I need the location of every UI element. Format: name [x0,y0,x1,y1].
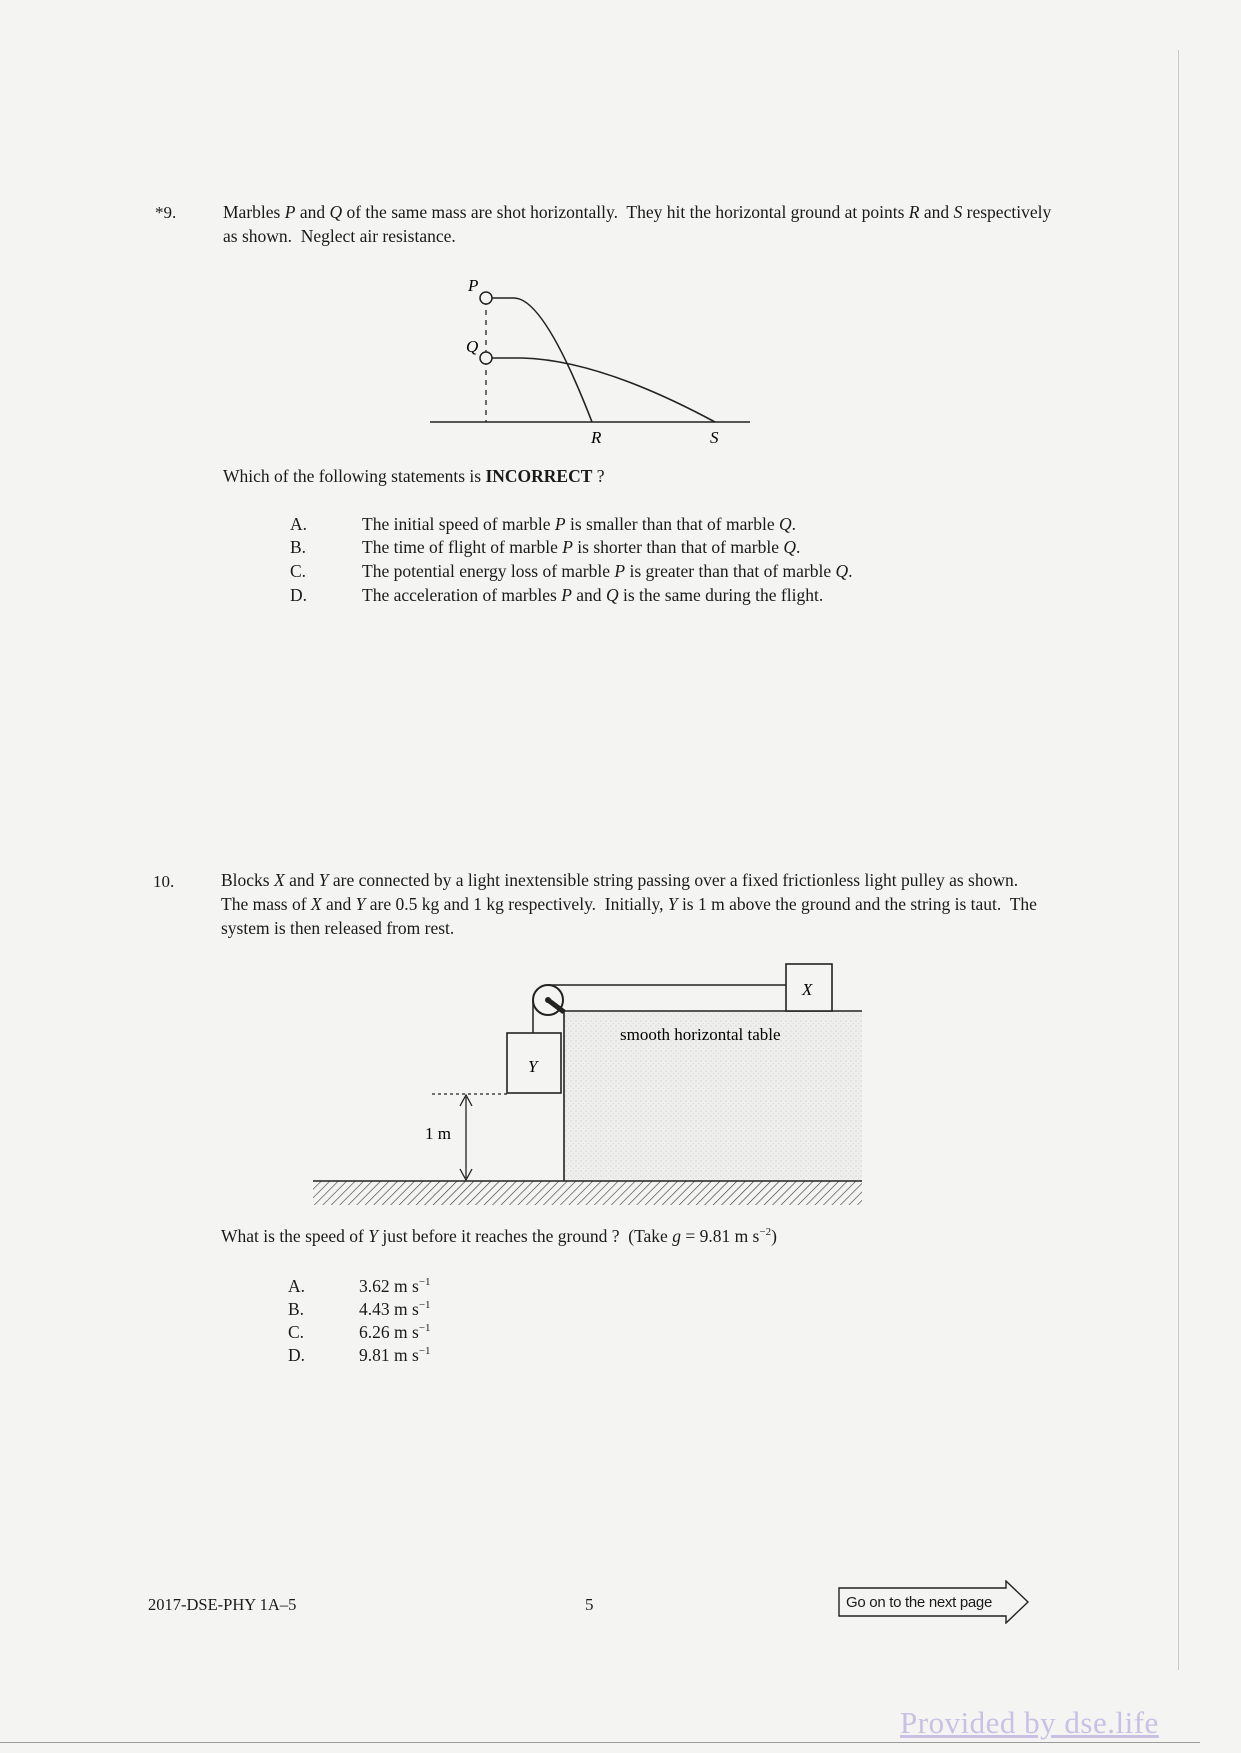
q10-option-value-b[interactable]: 4.43 m $s^{-1}$ [359,1299,431,1319]
q9-option-text-c[interactable]: The potential energy loss of marble P is greater than that of marble Q. [362,561,853,581]
watermark-link[interactable]: Provided by dse.life [900,1705,1159,1740]
q10-option-value-d[interactable]: 9.81 m $s^{-1}$ [359,1345,431,1365]
q9-option-text-b[interactable]: The time of flight of marble P is shorter than that of marble Q. [362,537,801,557]
q9-option-letter-c[interactable]: C. [290,561,307,581]
q10-option-letter-c[interactable]: C. [288,1322,305,1342]
question-10-number: 10. [153,872,175,891]
q9-option-letter-b[interactable]: B. [290,537,307,557]
q10-option-value-a[interactable]: 3.62 m $s^{-1}$ [359,1276,431,1296]
label-s: S [710,428,719,447]
question-9-number: *9. [155,203,177,222]
q9-option-letter-a[interactable]: A. [290,514,308,534]
question-9-prompt: Which of the following statements is INCORRECT ? [223,466,605,486]
next-page-label[interactable]: Go on to the next page [846,1594,993,1611]
question-9-stem: Marbles P and Q of the same mass are shot horizontally. They hit the horizontal ground at points R and S respectively as shown. Neglect air resistance. [223,202,1052,246]
q10-option-letter-b[interactable]: B. [288,1299,305,1319]
marble-p [480,292,492,304]
table-label: smooth horizontal table [620,1025,781,1044]
q9-option-letter-d[interactable]: D. [290,585,308,605]
height-label: 1 m [425,1124,451,1143]
marble-q [480,352,492,364]
label-x: X [802,980,813,999]
page-number: 5 [585,1595,594,1614]
q10-option-letter-d[interactable]: D. [288,1345,306,1365]
q10-option-letter-a[interactable]: A. [288,1276,306,1296]
footer-paper-code: 2017-DSE-PHY 1A–5 [148,1595,297,1614]
ground-hatch [313,1181,862,1205]
label-p: P [468,276,479,295]
trajectory-p [486,298,592,422]
label-r: R [591,428,602,447]
label-q: Q [466,337,479,356]
question-10-prompt: What is the speed of Y just before it reaches the ground ? (Take g = 9.81 m $s^{-2}$) [221,1226,777,1246]
trajectory-q [486,358,715,422]
q10-option-value-c[interactable]: 6.26 m $s^{-1}$ [359,1322,431,1342]
question-10-stem: Blocks X and Y are connected by a light inextensible string passing over a fixed frictionless light pulley as shown. The mass of X and Y are 0.5 kg and 1 kg respectively. Initially, Y is 1 m above the ground and the string is taut. The system is then released from rest. [221,870,1037,938]
label-y: Y [528,1057,538,1076]
q9-option-text-d[interactable]: The acceleration of marbles P and Q is the same during the flight. [362,585,824,605]
q9-option-text-a[interactable]: The initial speed of marble P is smaller than that of marble Q. [362,514,796,534]
